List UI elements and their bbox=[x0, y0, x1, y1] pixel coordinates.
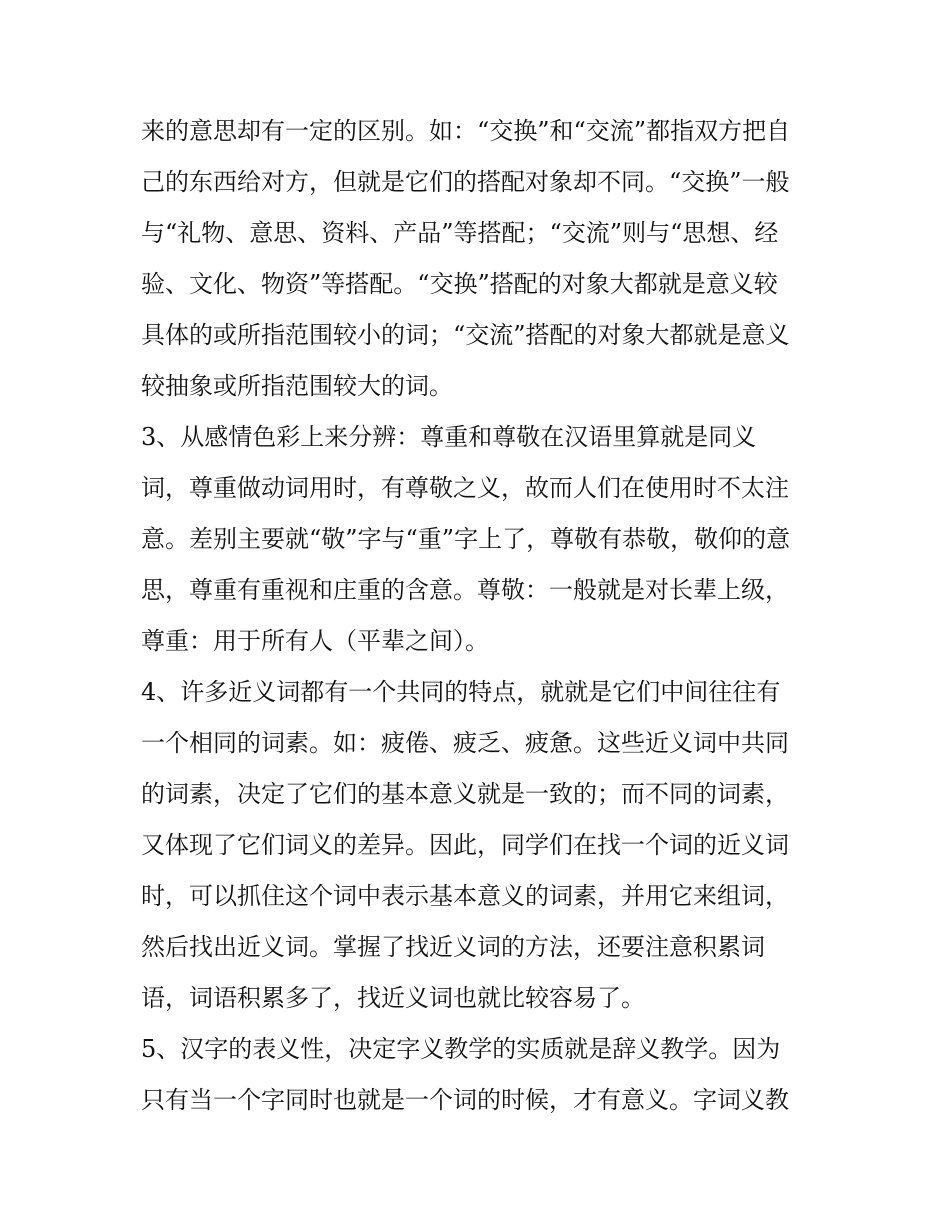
text-line: 又体现了它们词义的差异。因此，同学们在找一个词的近义词 bbox=[141, 831, 789, 859]
text-line: 验、文化、物资”等搭配。“交换”搭配的对象大都就是意义较 bbox=[141, 270, 778, 298]
text-line: 词，尊重做动词用时，有尊敬之义，故而人们在使用时不太注 bbox=[141, 474, 789, 502]
text-line: 的词素，决定了它们的基本意义就是一致的；而不同的词素， bbox=[141, 780, 789, 808]
text-line: 4、许多近义词都有一个共同的特点，就就是它们中间往往有 bbox=[141, 678, 781, 706]
text-line: 语，词语积累多了，找近义词也就比较容易了。 bbox=[141, 984, 645, 1012]
text-line: 一个相同的词素。如：疲倦、疲乏、疲惫。这些近义词中共同 bbox=[141, 729, 789, 757]
text-line: 具体的或所指范围较小的词；“交流”搭配的对象大都就是意义 bbox=[141, 321, 790, 349]
text-line: 3、从感情色彩上来分辨：尊重和尊敬在汉语里算就是同义 bbox=[141, 423, 757, 451]
text-line: 5、汉字的表义性，决定字义教学的实质就是辞义教学。因为 bbox=[141, 1035, 781, 1063]
text-line: 只有当一个字同时也就是一个词的时候，才有意义。字词义教 bbox=[141, 1086, 789, 1114]
text-line: 与“礼物、意思、资料、产品”等搭配；“交流”则与“思想、经 bbox=[141, 219, 779, 247]
body-text bbox=[141, 106, 821, 1126]
text-line: 尊重：用于所有人（平辈之间）。 bbox=[141, 627, 489, 655]
text-line: 意。差别主要就“敬”字与“重”字上了，尊敬有恭敬，敬仰的意 bbox=[141, 525, 791, 553]
text-line: 较抽象或所指范围较大的词。 bbox=[141, 372, 453, 400]
text-line: 思，尊重有重视和庄重的含意。尊敬：一般就是对长辈上级， bbox=[141, 576, 789, 604]
text-line: 己的东西给对方，但就是它们的搭配对象却不同。“交换”一般 bbox=[141, 168, 790, 196]
text-line: 时，可以抓住这个词中表示基本意义的词素，并用它来组词， bbox=[141, 882, 789, 910]
text-line: 来的意思却有一定的区别。如：“交换”和“交流”都指双方把自 bbox=[141, 117, 791, 145]
text-line: 然后找出近义词。掌握了找近义词的方法，还要注意积累词 bbox=[141, 933, 765, 961]
